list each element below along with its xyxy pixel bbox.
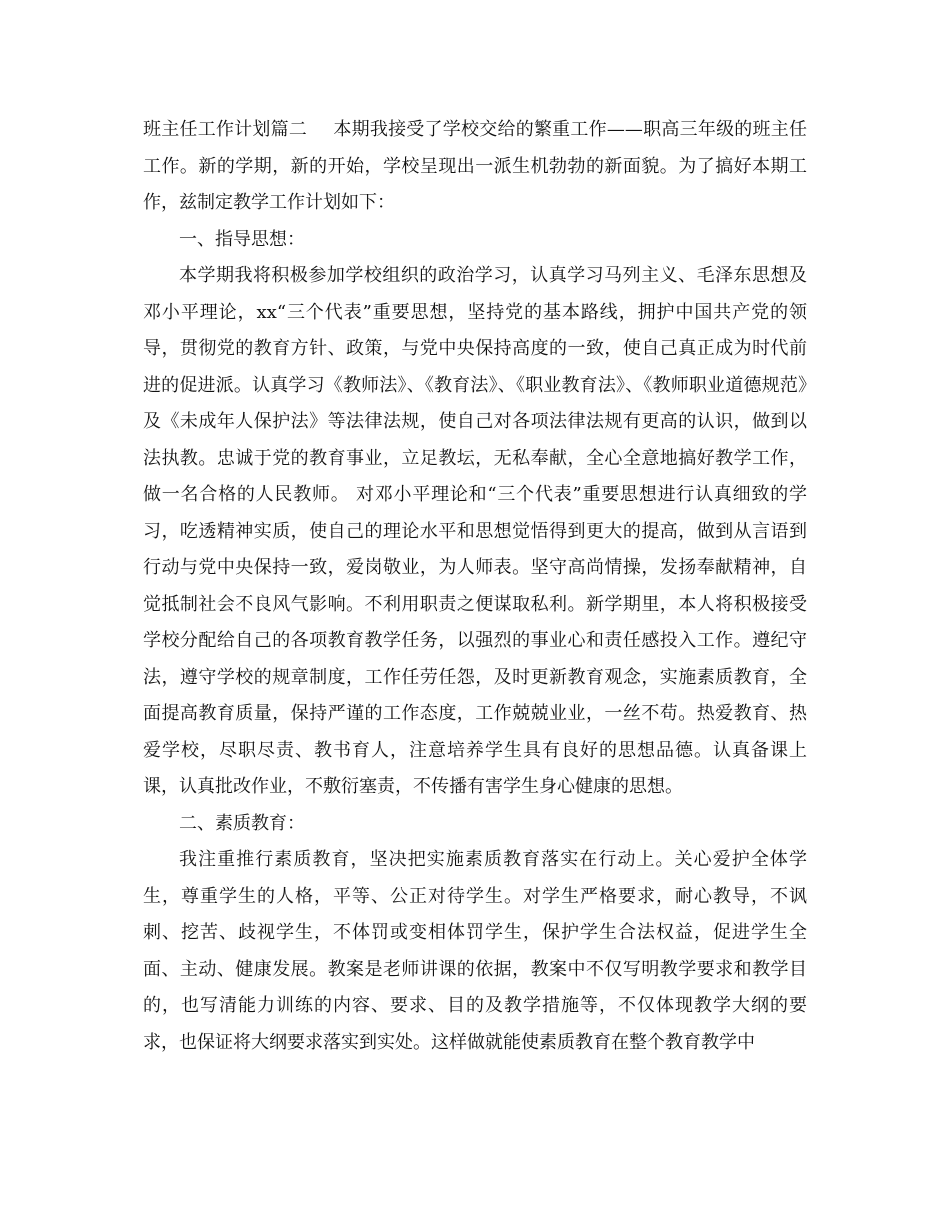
document-title: 班主任工作计划篇二 <box>143 119 308 140</box>
document-body <box>143 112 807 1061</box>
section-body-quality-education: 我注重推行素质教育，坚决把实施素质教育落实在行动上。关心爱护全体学生，尊重学生的人格，平等、公正对待学生。对学生严格要求，耐心教导，不讽刺、挖苦、歧视学生，不体罚或变相体罚学生，保护学生合法权益，促进学生全面、主动、健康发展。教案是老师讲课的依据，教案中不仅写明教学要求和教学目的，也写清能力训练的内容、要求、目的及教学措施等，不仅体现教学大纲的要求，也保证将大纲要求落实到实处。这样做就能使素质教育在整个教育教学中 <box>143 849 807 1053</box>
section-heading-quality-education: 二、素质教育： <box>179 812 305 834</box>
intro-paragraph <box>143 112 807 222</box>
section-body-guiding-thought: 本学期我将积极参加学校组织的政治学习，认真学习马列主义、毛泽东思想及邓小平理论，xx“三个代表”重要思想，坚持党的基本路线，拥护中国共产党的领导，贯彻党的教育方针、政策，与党中央保持高度的一致，使自己真正成为时代前进的促进派。认真学习《教师法》、《教育法》、《职业教育法》、《教师职业道德规范》及《未成年人保护法》等法律法规，使自己对各项法律法规有更高的认识，做到以法执教。忠诚于党的教育事业，立足教坛，无私奉献，全心全意地搞好教学工作，做一名合格的人民教师。 对邓小平理论和“三个代表”重要思想进行认真细致的学习，吃透精神实质，使自己的理论水平和思想觉悟得到更大的提高，做到从言语到行动与党中央保持一致，爱岗敬业，为人师表。坚守高尚情操，发扬奉献精神，自觉抵制社会不良风气影响。不利用职责之便谋取私利。新学期里，本人将积极接受学校分配给自己的各项教育教学任务，以强烈的事业心和责任感投入工作。遵纪守法，遵守学校的规章制度，工作任劳任怨，及时更新教育观念，实施素质教育，全面提高教育质量，保持严谨的工作态度，工作兢兢业业，一丝不苟。热爱教育、热爱学校，尽职尽责、教书育人，注意培养学生具有良好的思想品德。认真备课上课，认真批改作业，不敷衍塞责，不传播有害学生身心健康的思想。 <box>143 265 807 797</box>
section-heading-guiding-thought: 一、指导思想： <box>179 228 305 250</box>
intro-text: 本期我接受了学校交给的繁重工作——职高三年级的班主任工作。新的学期，新的开始，学校呈现出一派生机勃勃的新面貌。为了搞好本期工作，兹制定教学工作计划如下： <box>143 119 808 213</box>
